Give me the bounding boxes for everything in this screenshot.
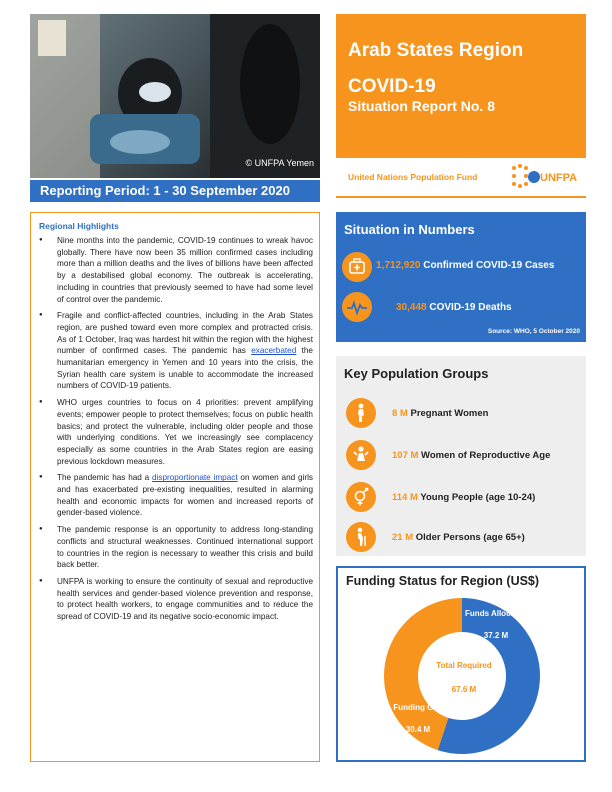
key-population-title: Key Population Groups (344, 366, 489, 381)
situation-in-numbers (336, 212, 586, 342)
kp-number: 107 M (392, 450, 419, 461)
org-row (336, 158, 586, 198)
highlight-text: UNFPA is working to ensure the continuity of sexual and reproductive health services and gender-based violence prevention and response, to protect health workers, to engage communities and to reduce the spread of COVID-19 and its negative socio-economic impact. (57, 576, 313, 622)
funding-title: Funding Status for Region (US$) (346, 574, 540, 588)
key-population-groups (336, 356, 586, 556)
deaths-label: COVID-19 Deaths (426, 302, 512, 313)
highlights-list (37, 235, 313, 628)
report-title: Situation Report No. 8 (348, 98, 495, 114)
highlight-item (37, 235, 313, 305)
situation-title: Situation in Numbers (344, 222, 475, 237)
highlights-title: Regional Highlights (39, 221, 119, 231)
highlight-text: The pandemic response is an opportunity to address long-standing conflicts and structural weaknesses. Continued international support to countries in the region is necessary to weather this crisis and build back better. (57, 525, 313, 570)
regional-highlights (30, 212, 320, 762)
gap-label: Funding Gap (393, 703, 443, 712)
highlight-item (37, 310, 313, 392)
kp-number: 21 M (392, 532, 414, 543)
org-name: United Nations Population Fund (348, 172, 478, 182)
report-header (336, 14, 586, 158)
highlight-item (37, 397, 313, 467)
highlight-text: on women and girls and has exacerbated pre-existing inequalities, resulted in alarming health and economic impacts for women and increased reports of gender-based violence. (57, 473, 313, 518)
highlight-text: The pandemic has had a (57, 473, 152, 483)
unfpa-logo (510, 162, 580, 192)
gender-icon (346, 482, 376, 512)
kp-label: Young People (age 10-24) (417, 492, 536, 503)
logo-text: UNFPA (540, 172, 578, 184)
covid-title: COVID-19 (348, 76, 436, 97)
heartbeat-icon (342, 292, 372, 322)
allocated-label: Funds Allocated (465, 609, 527, 618)
kp-number: 8 M (392, 408, 408, 419)
kp-number: 114 M (392, 492, 418, 503)
kp-older-persons (392, 532, 525, 543)
highlight-item (37, 472, 313, 519)
funding-donut-chart (338, 568, 584, 760)
disproportionate-impact-link[interactable]: disproportionate impact (152, 473, 238, 483)
cases-number: 1,712,920 (376, 260, 421, 271)
highlight-item (37, 576, 313, 623)
confirmed-cases (376, 260, 554, 271)
highlight-text: WHO urges countries to focus on 4 priorities: prevent amplifying events; empower people to protect themselves; focus on public health basics; and protect the vulnerable, including older people and those with underlying conditions. Yet we increasingly see complacency especially as some countries in the Arab States region are easing previous lockdown measures. (57, 398, 313, 466)
covid-deaths (396, 302, 512, 313)
women-icon (346, 440, 376, 470)
highlight-text: Fragile and conflict-affected countries, including in the Arab States region, are pushed toward even more complex and protracted crisis. As of 1 October, Iraq was hardest hit within the region with the highest number of confirmed cases. The pandemic has (57, 311, 313, 356)
pregnant-woman-icon (346, 398, 376, 428)
photo-credit: © UNFPA Yemen (245, 158, 314, 168)
allocated-value: 37.2 M (483, 631, 509, 640)
kp-women-reproductive-age (392, 450, 550, 461)
highlight-item (37, 524, 313, 571)
kp-young-people (392, 492, 535, 503)
kp-label: Women of Reproductive Age (418, 450, 551, 461)
highlight-text: Nine months into the pandemic, COVID-19 continues to wreak havoc globally. There have now been 35 million confirmed cases including more than a million deaths and the lives of billions have been affected by a destabilised global economy. The outbreak is accelerating, including in countries that previously seemed to have had some level of control over the pandemic. (57, 236, 313, 304)
total-value: 67.6 M (451, 685, 477, 694)
gap-value: 30.4 M (405, 725, 431, 734)
total-label: Total Required (436, 661, 492, 670)
photo-illustration (30, 14, 320, 178)
reporting-period: Reporting Period: 1 - 30 September 2020 (30, 180, 320, 202)
cover-photo (30, 14, 320, 178)
funding-status (336, 566, 586, 762)
kp-label: Older Persons (age 65+) (413, 532, 525, 543)
kp-pregnant-women (392, 408, 488, 419)
situation-source: Source: WHO, 5 October 2020 (487, 328, 580, 335)
cases-label: Confirmed COVID-19 Cases (420, 260, 555, 271)
region-title: Arab States Region (348, 40, 524, 61)
older-person-icon (346, 522, 376, 552)
medical-kit-icon (342, 252, 372, 282)
highlight-text: the humanitarian emergency in Yemen and 10 years into the crisis, the Syrian health care system is unable to accommodate the increased numbers of COVID-19 patients. (57, 346, 313, 391)
exacerbated-link[interactable]: exacerbated (251, 346, 297, 356)
deaths-number: 30,448 (396, 302, 427, 313)
kp-label: Pregnant Women (407, 408, 489, 419)
